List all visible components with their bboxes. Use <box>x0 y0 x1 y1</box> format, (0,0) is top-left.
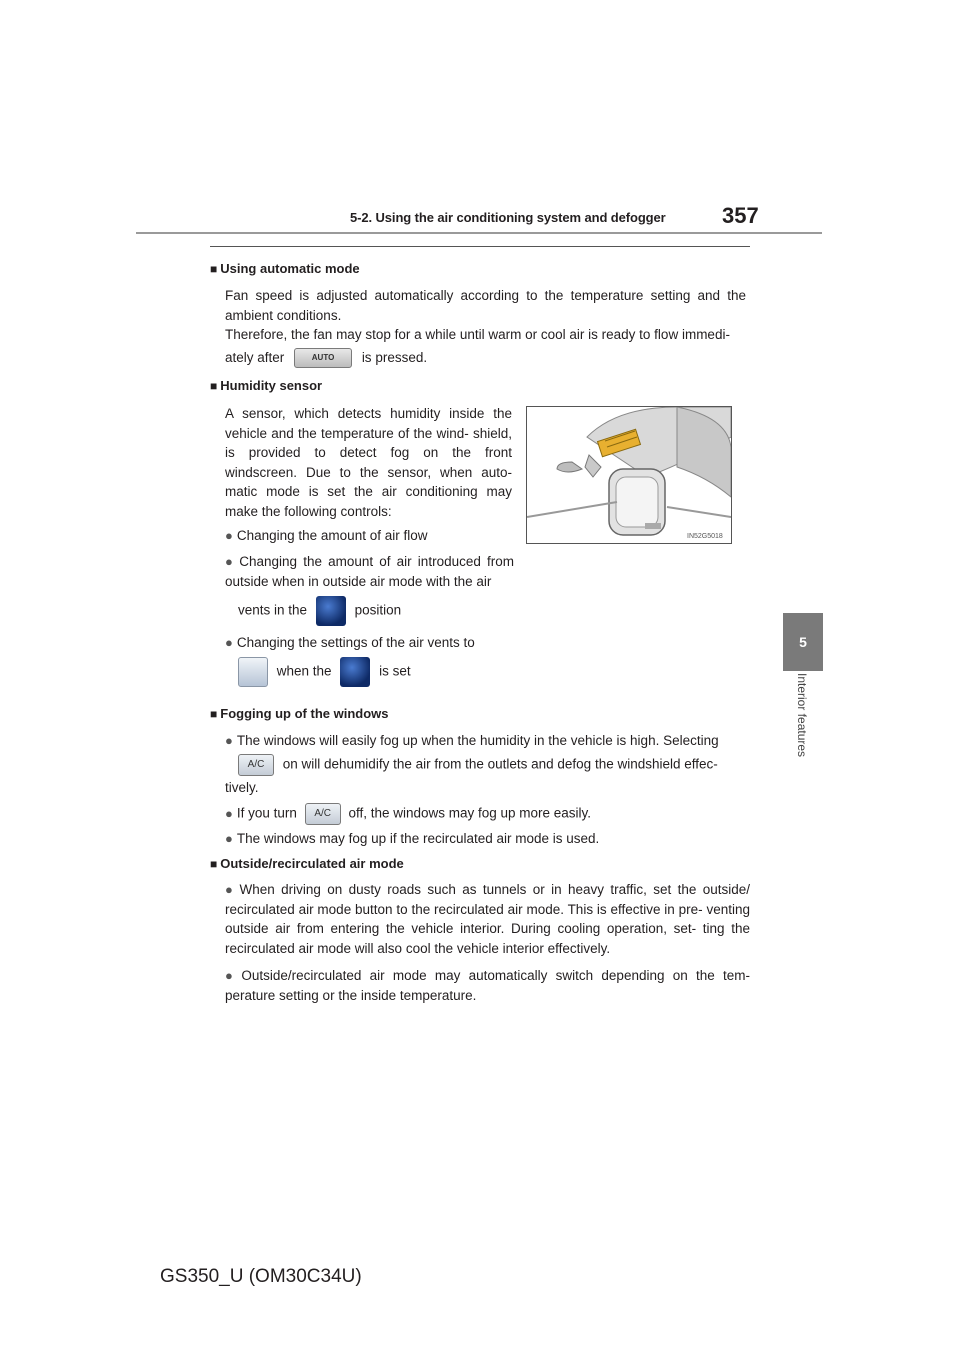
auto-mode-para3: ately after AUTO is pressed. <box>225 348 427 368</box>
heading-humidity-sensor: ■ Humidity sensor <box>210 378 323 393</box>
heading-automatic-mode: ■ Using automatic mode <box>210 261 360 276</box>
humidity-bullet-3: ● Changing the settings of the air vents to <box>225 635 475 650</box>
recirc-bullet-1: ● When driving on dusty roads such as tunnels or in heavy traffic, set the outside/ recirculated air mode button to the recirculated air mode. This is effective in pre- venting outside air from entering the vehicle interior. During cooling operation, set- ting the recirculated air mode will also cool the vehicle interior effectively. <box>225 882 750 956</box>
bullet-icon: ● <box>225 733 233 748</box>
square-bullet-icon: ■ <box>210 857 218 871</box>
recirc-bullet-2: ● Outside/recirculated air mode may automatically switch depending on the tem- perature setting or the inside temperature. <box>225 968 750 1003</box>
fogging-bullet-1-end: tively. <box>225 780 259 795</box>
fogging-bullet-2: ● If you turn A/C off, the windows may fog up more easily. <box>225 803 591 825</box>
heading-fogging: ■ Fogging up of the windows <box>210 706 389 721</box>
bullet-icon: ● <box>225 831 233 846</box>
fogging-bullet-1: ● The windows will easily fog up when the humidity in the vehicle is high. Selecting <box>225 733 719 748</box>
fogging-bullet-3: ● The windows may fog up if the recirculated air mode is used. <box>225 831 600 846</box>
vent-face-icon <box>316 596 346 626</box>
vent-face-icon <box>340 657 370 687</box>
chapter-tab: 5 <box>783 613 823 671</box>
bullet-icon: ● <box>225 805 233 821</box>
auto-button-icon: AUTO <box>294 348 352 368</box>
fogging-bullet-1-cont: A/C on will dehumidify the air from the outlets and defog the windshield effec- <box>238 754 718 776</box>
bullet-icon: ● <box>225 528 233 543</box>
bullet-icon: ● <box>225 882 236 897</box>
square-bullet-icon: ■ <box>210 707 218 721</box>
humidity-bullet-2-cont: vents in the position <box>238 596 401 626</box>
vent-windshield-icon <box>238 657 268 687</box>
auto-mode-para2: Therefore, the fan may stop for a while until warm or cool air is ready to flow immedi- <box>225 327 730 342</box>
page-number: 357 <box>722 203 759 228</box>
square-bullet-icon: ■ <box>210 379 218 393</box>
humidity-bullet-3-cont: when the is set <box>238 657 411 687</box>
heading-outside-recirculated: ■ Outside/recirculated air mode <box>210 856 404 871</box>
model-code: GS350_U (OM30C34U) <box>160 1266 362 1287</box>
figure-code: IN52G5018 <box>687 533 723 540</box>
ac-button-icon: A/C <box>305 803 341 825</box>
content-divider <box>210 246 750 247</box>
ac-button-icon: A/C <box>238 754 274 776</box>
bullet-icon: ● <box>225 968 238 983</box>
auto-mode-para1: Fan speed is adjusted automatically according to the temperature setting and the ambient conditions. <box>225 288 746 323</box>
sensor-drawing <box>527 407 731 543</box>
header-divider <box>136 232 822 234</box>
chapter-label-text: Interior features <box>795 673 809 758</box>
section-title: 5-2. Using the air conditioning system and defogger <box>350 210 666 225</box>
humidity-sensor-illustration <box>526 406 732 544</box>
square-bullet-icon: ■ <box>210 262 218 276</box>
bullet-icon: ● <box>225 635 233 650</box>
bullet-icon: ● <box>225 554 236 569</box>
humidity-sensor-body: A sensor, which detects humidity inside the vehicle and the temperature of the wind- shield, is provided to detect fog on the front windscreen. Due to the sensor, when auto- matic mode is set the air conditioning may make the following controls: <box>225 406 512 519</box>
humidity-bullet-2: ● Changing the amount of air introduced from outside when in outside air mode with the air <box>225 554 514 589</box>
humidity-bullet-1: ● Changing the amount of air flow <box>225 528 428 543</box>
chapter-label <box>795 673 811 783</box>
